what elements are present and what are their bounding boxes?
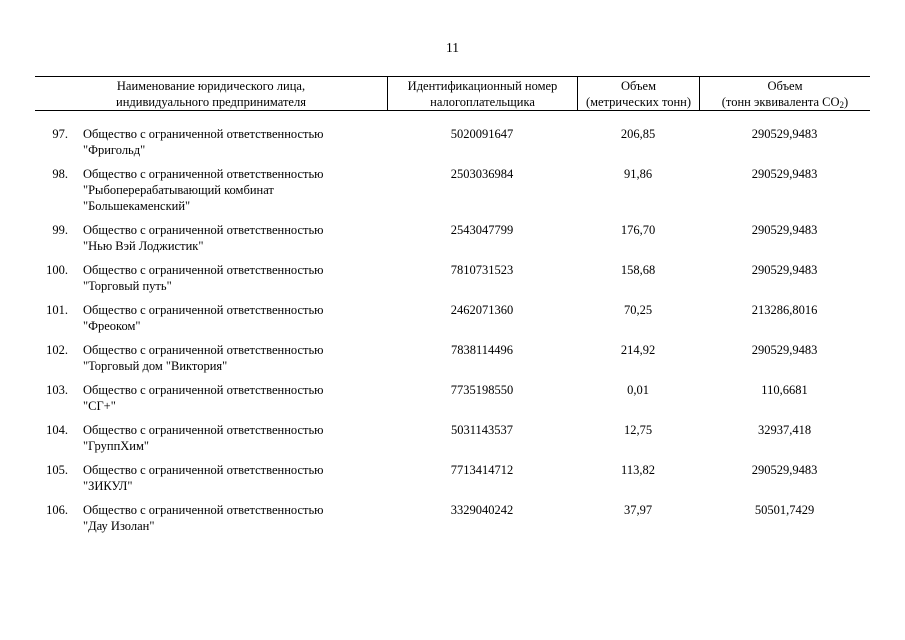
row-inn: 7713414712 [450,463,514,477]
table-row [35,502,870,534]
row-inn: 5020091647 [450,127,514,141]
header-inn-line1: Идентификационный номер [407,79,558,93]
row-organization-name-line: Общество с ограниченной ответственностью [83,463,324,477]
row-inn: 2543047799 [450,223,514,237]
row-volume: 113,82 [621,463,655,477]
table-row [35,302,870,334]
row-inn: 7735198550 [450,383,514,397]
row-inn: 2503036984 [450,167,514,181]
row-inn: 2462071360 [450,303,514,317]
row-number: 100. [46,263,68,277]
row-volume: 70,25 [623,303,653,317]
row-organization-name-line: Общество с ограниченной ответственностью [83,167,324,181]
row-organization-name [83,382,383,414]
row-organization-name [83,262,383,294]
row-co2-volume: 290529,9483 [751,127,818,141]
row-organization-name [83,462,383,494]
row-number: 98. [52,167,68,181]
row-volume: 37,97 [623,503,653,517]
row-co2-volume: 32937,418 [757,423,812,437]
row-number: 97. [52,127,68,141]
row-organization-name-line: Общество с ограниченной ответственностью [83,303,324,317]
row-number: 105. [46,463,68,477]
header-co2-suffix: ) [844,95,849,109]
row-organization-name-line: "ЗИКУЛ" [83,479,133,493]
row-inn: 3329040242 [450,503,514,517]
row-co2-volume: 213286,8016 [751,303,818,317]
row-co2-volume: 290529,9483 [751,167,818,181]
row-organization-name [83,502,383,534]
table-row [35,126,870,158]
row-number: 101. [46,303,68,317]
row-number: 102. [46,343,68,357]
row-organization-name-line: Общество с ограниченной ответственностью [83,503,324,517]
row-volume: 158,68 [620,263,656,277]
row-organization-name-line: Общество с ограниченной ответственностью [83,383,324,397]
row-co2-volume: 290529,9483 [751,463,818,477]
row-inn: 5031143537 [450,423,514,437]
header-volume-column [577,77,699,110]
row-volume: 214,92 [620,343,656,357]
header-volume-line1: Объем [621,79,656,93]
header-name-line1: Наименование юридического лица, [116,79,306,93]
row-volume: 91,86 [623,167,653,181]
header-co2-column [699,77,870,110]
row-organization-name-line: "Фригольд" [83,143,146,157]
table-row [35,262,870,294]
row-organization-name [83,222,383,254]
header-name-column [35,77,387,110]
header-inn-column [387,77,577,110]
row-organization-name [83,126,383,158]
table-row [35,222,870,254]
table-row [35,166,870,214]
table-row [35,382,870,414]
row-co2-volume: 110,6681 [761,383,808,397]
row-organization-name-line: "Торговый путь" [83,279,172,293]
row-organization-name-line: Общество с ограниченной ответственностью [83,223,324,237]
header-name-line2: индивидуального предпринимателя [116,95,306,109]
header-co2-line2 [700,94,870,110]
row-inn: 7838114496 [450,343,514,357]
row-organization-name-line: "Рыбоперерабатывающий комбинат [83,183,274,197]
row-organization-name-line: "Торговый дом "Виктория" [83,359,228,373]
row-volume: 0,01 [627,383,649,397]
table-row [35,422,870,454]
table-header [35,76,870,111]
table-body [35,126,870,542]
header-co2-prefix: (тонн эквивалента CO [721,95,840,109]
row-volume: 206,85 [620,127,656,141]
row-volume: 176,70 [620,223,656,237]
row-number: 103. [46,383,68,397]
row-organization-name-line: "Фреоком" [83,319,141,333]
header-inn-line2: налогоплательщика [430,95,535,109]
row-number: 99. [52,223,68,237]
row-number: 104. [46,423,68,437]
row-organization-name-line: Общество с ограниченной ответственностью [83,127,324,141]
row-organization-name [83,166,383,214]
row-organization-name [83,302,383,334]
row-number: 106. [46,503,68,517]
row-volume: 12,75 [623,423,653,437]
row-organization-name-line: "Нью Вэй Лоджистик" [83,239,204,253]
table-row [35,342,870,374]
header-co2-line1: Объем [767,79,803,93]
row-organization-name [83,342,383,374]
row-organization-name-line: "СГ+" [83,399,116,413]
row-co2-volume: 290529,9483 [751,263,818,277]
row-organization-name-line: "Большекаменский" [83,199,191,213]
page-number: 11 [446,40,459,55]
row-organization-name-line: Общество с ограниченной ответственностью [83,423,324,437]
row-organization-name-line: Общество с ограниченной ответственностью [83,343,324,357]
row-co2-volume: 50501,7429 [754,503,815,517]
row-co2-volume: 290529,9483 [751,343,818,357]
row-organization-name-line: "ГруппХим" [83,439,149,453]
header-volume-line2: (метрических тонн) [585,95,692,109]
row-co2-volume: 290529,9483 [751,223,818,237]
table-row [35,462,870,494]
row-organization-name [83,422,383,454]
row-organization-name-line: Общество с ограниченной ответственностью [83,263,324,277]
row-organization-name-line: "Дау Изолан" [83,519,155,533]
row-inn: 7810731523 [450,263,514,277]
header-co2-subscript: 2 [839,100,845,110]
